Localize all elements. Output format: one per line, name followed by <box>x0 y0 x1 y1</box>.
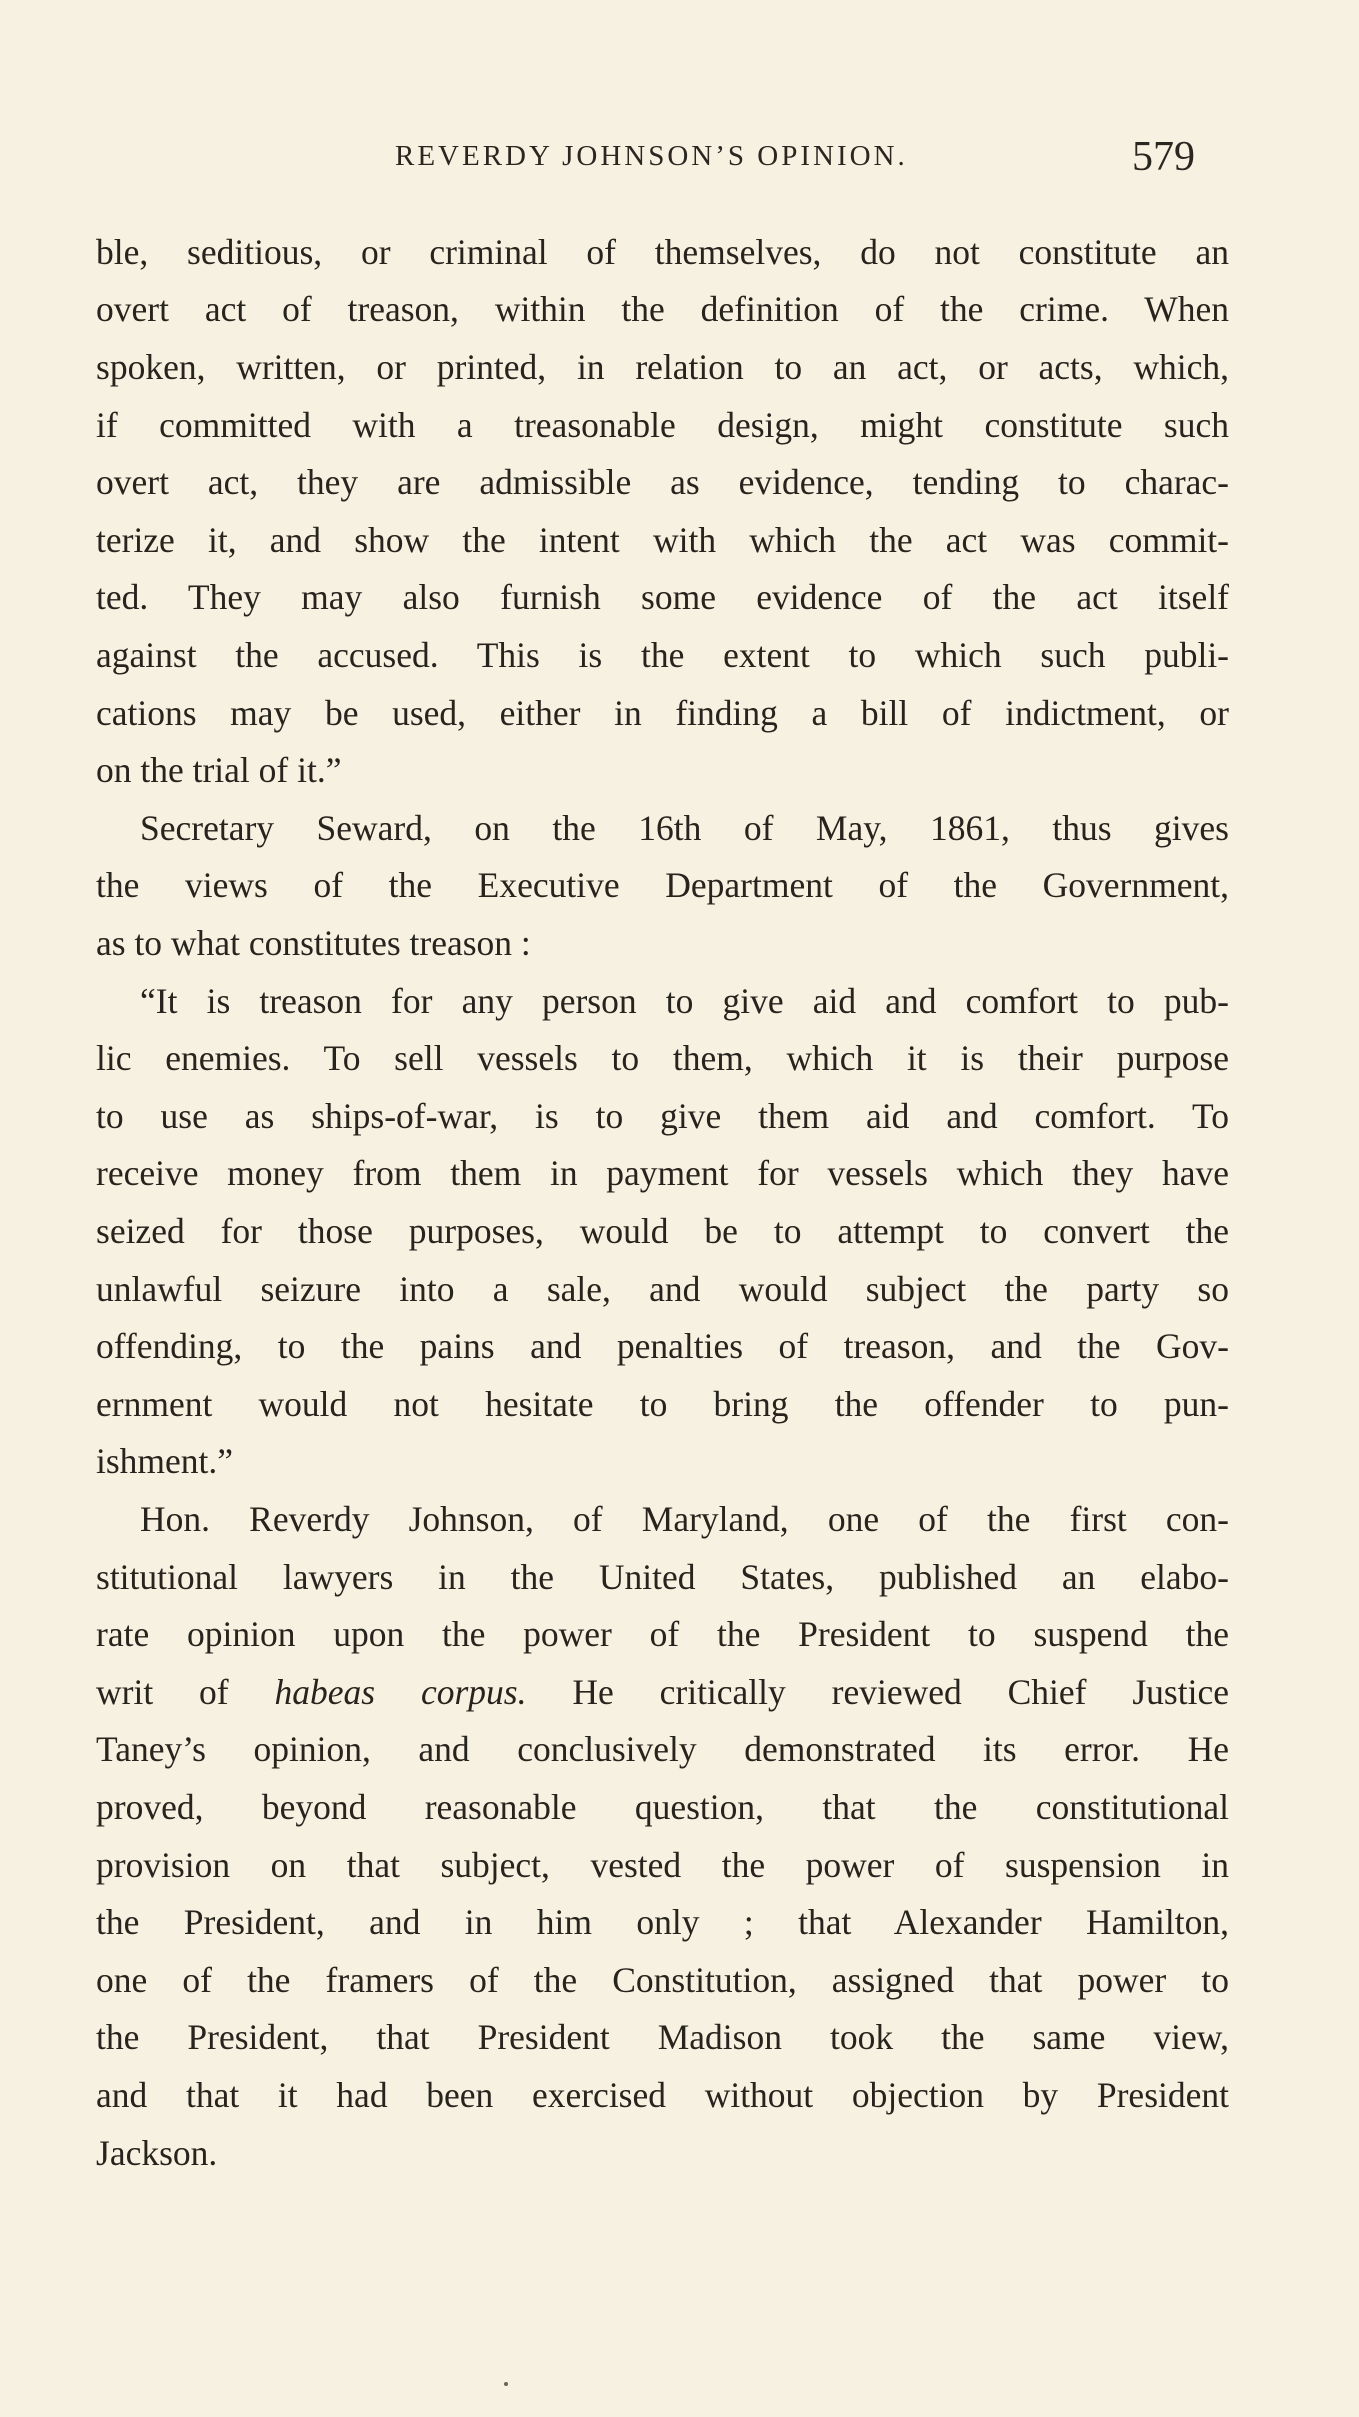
text-line: and that it had been exercised without objection by President <box>96 2075 1229 2115</box>
text-line: on the trial of it.” <box>96 750 342 790</box>
text-line: terize it, and show the intent with which the act was commit- <box>96 520 1229 560</box>
text-line: if committed with a treasonable design, might constitute such <box>96 405 1229 445</box>
text-line: provision on that subject, vested the power of suspension in <box>96 1845 1229 1885</box>
text-line: the views of the Executive Department of the Government, <box>96 865 1229 905</box>
text-line: offending, to the pains and penalties of treason, and the Gov- <box>96 1326 1229 1366</box>
italic-phrase: habeas corpus. <box>274 1672 527 1712</box>
text-line: ishment.” <box>96 1441 234 1481</box>
text-line: one of the framers of the Constitution, assigned that power to <box>96 1960 1229 2000</box>
text-line: against the accused. This is the extent to which such publi- <box>96 635 1229 675</box>
text-line: spoken, written, or printed, in relation to an act, or acts, which, <box>96 347 1229 387</box>
text-line: stitutional lawyers in the United States, published an elabo- <box>96 1557 1229 1597</box>
text-line: “It is treason for any person to give aid and comfort to pub- <box>140 981 1229 1021</box>
text-line: unlawful seizure into a sale, and would subject the party so <box>96 1269 1229 1309</box>
text-line: ted. They may also furnish some evidence of the act itself <box>96 577 1229 617</box>
text-line <box>96 1666 1229 1718</box>
text-line: ernment would not hesitate to bring the offender to pun- <box>96 1384 1229 1424</box>
text-line: the President, that President Madison took the same view, <box>96 2017 1229 2057</box>
text-line: receive money from them in payment for vessels which they have <box>96 1153 1229 1193</box>
text-fragment: writ of <box>96 1672 229 1712</box>
text-line: Jackson. <box>96 2133 218 2173</box>
text-line: as to what constitutes treason : <box>96 923 531 963</box>
text-line: overt act of treason, within the definition of the crime. When <box>96 289 1229 329</box>
text-line: cations may be used, either in finding a bill of indictment, or <box>96 693 1229 733</box>
ink-speck <box>504 2382 508 2386</box>
text-line: Taney’s opinion, and conclusively demonstrated its error. He <box>96 1729 1229 1769</box>
text-line: ble, seditious, or criminal of themselves, do not constitute an <box>96 232 1229 272</box>
text-line: Hon. Reverdy Johnson, of Maryland, one of the first con- <box>140 1499 1229 1539</box>
running-head: REVERDY JOHNSON’S OPINION. <box>395 140 908 172</box>
text-line: seized for those purposes, would be to attempt to convert the <box>96 1211 1229 1251</box>
text-line: lic enemies. To sell vessels to them, which it is their purpose <box>96 1038 1229 1078</box>
text-line: rate opinion upon the power of the President to suspend the <box>96 1614 1229 1654</box>
text-line: to use as ships-of-war, is to give them aid and comfort. To <box>96 1096 1229 1136</box>
text-line: the President, and in him only ; that Alexander Hamilton, <box>96 1902 1229 1942</box>
text-line: overt act, they are admissible as evidence, tending to charac- <box>96 462 1229 502</box>
page-number: 579 <box>1132 134 1195 180</box>
text-line: Secretary Seward, on the 16th of May, 1861, thus gives <box>140 808 1229 848</box>
text-fragment: He critically reviewed Chief Justice <box>572 1672 1229 1712</box>
text-line: proved, beyond reasonable question, that the constitutional <box>96 1787 1229 1827</box>
